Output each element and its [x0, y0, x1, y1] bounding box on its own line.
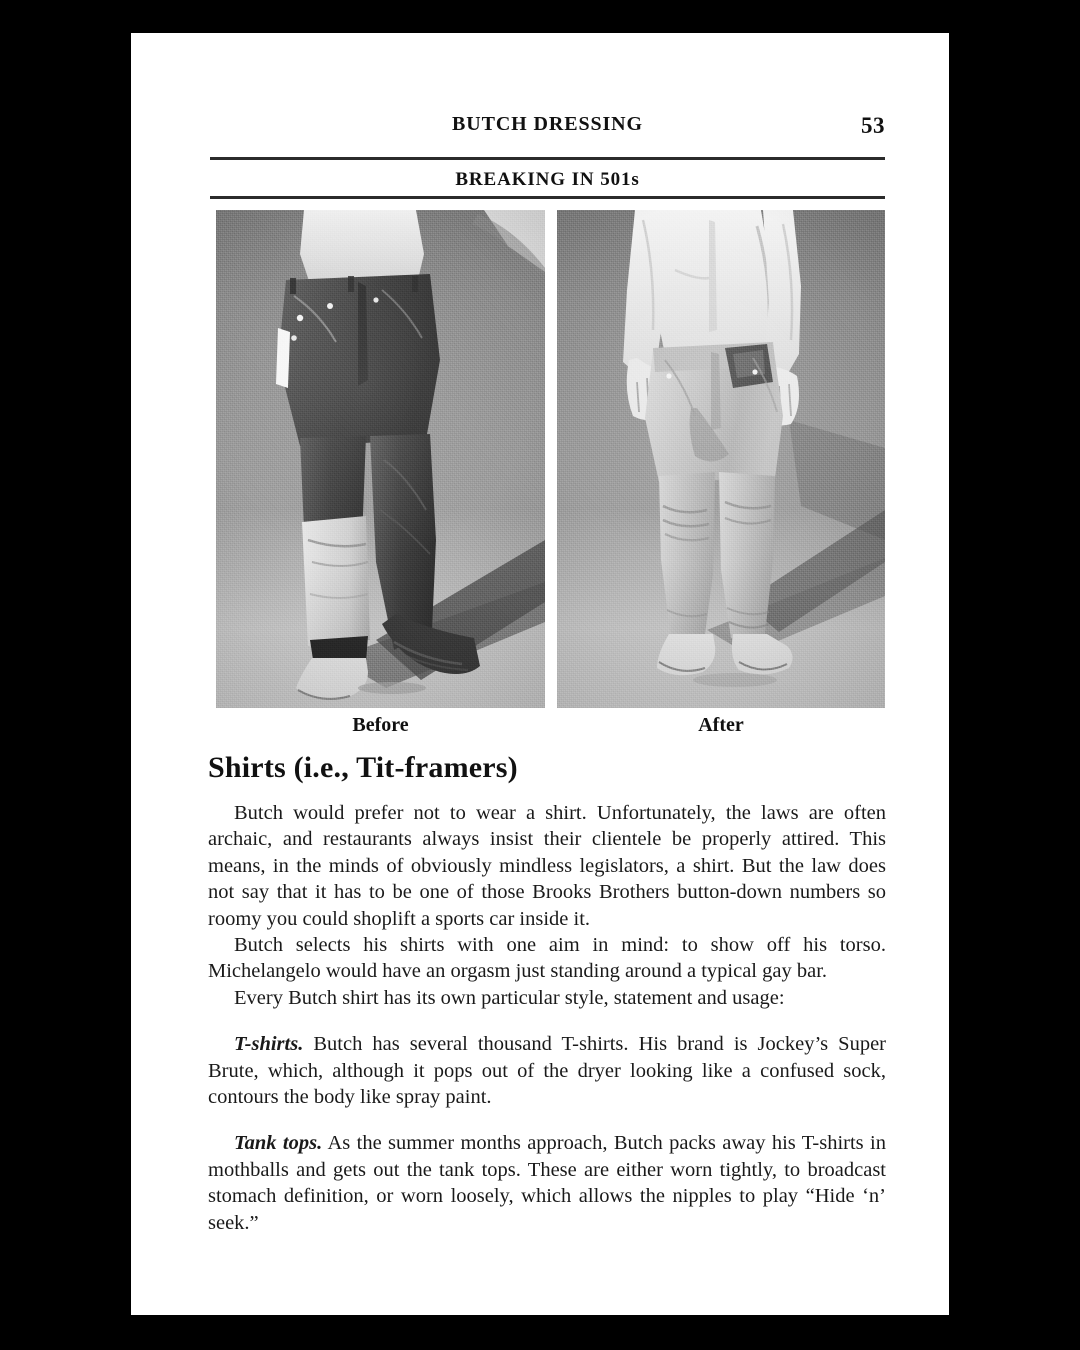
photo-after [557, 210, 885, 708]
paragraph-intro [208, 800, 886, 932]
paragraph-text: Butch selects his shirts with one aim in mind: to show off his torso. Michelangelo would have an orgasm just standing around a typical gay bar. [208, 934, 886, 983]
page-number: 53 [861, 113, 885, 138]
rule-below-section-banner [210, 196, 885, 199]
paragraph-text: Butch would prefer not to wear a shirt. Unfortunately, the laws are often archaic, and restaurants always insist their clientele be properly attired. This means, in the minds of obviously mindless legislators, a shirt. But the law does not say that it has to be one of those Brooks Brothers button-down numbers so roomy you could shoplift a sports car inside it. [208, 802, 886, 930]
section-banner [210, 163, 885, 196]
body-column [208, 751, 886, 1236]
photo-before [216, 210, 545, 708]
section-banner-label: BREAKING IN 501s [455, 168, 640, 190]
caption-after: After [698, 714, 744, 736]
paragraph-text: Every Butch shirt has its own particular style, statement and usage: [234, 986, 785, 1009]
photo-grain-before [216, 210, 545, 708]
lead-in-tshirts: T-shirts. [234, 1033, 304, 1056]
figure-row [216, 210, 885, 708]
paragraph-text: As the summer months approach, Butch packs away his T-shirts in mothballs and gets out the tank tops. These are either worn tightly, to broadcast stomach definition, or worn loosely, which allows the nipples to play “Hide ‘n’ seek.” [208, 1132, 886, 1234]
lead-in-tanktops: Tank tops. [234, 1132, 323, 1155]
caption-before: Before [352, 714, 409, 736]
paragraph-aim [208, 932, 886, 985]
paragraph-lead [208, 985, 886, 1011]
paragraph-tanktops [208, 1130, 886, 1236]
running-head-title: BUTCH DRESSING [452, 113, 643, 135]
figure-caption-row [216, 714, 885, 744]
paragraph-text: Butch has several thousand T-shirts. His brand is Jockey’s Super Brute, which, although it pops out of the dryer looking like a confused sock, contours the body like spray paint. [208, 1033, 886, 1109]
section-heading: Shirts (i.e., Tit-framers) [208, 751, 518, 784]
book-page [131, 33, 949, 1315]
paragraph-tshirts [208, 1031, 886, 1110]
rule-above-section-banner [210, 157, 885, 160]
photo-grain-after [557, 210, 885, 708]
